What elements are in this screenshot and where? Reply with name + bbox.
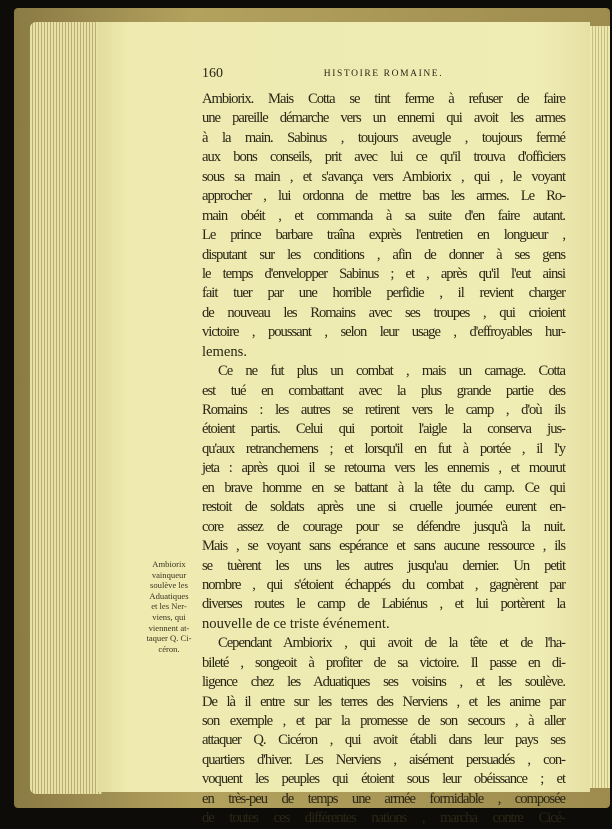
text-line: étoient partis. Celui qui portoit l'aigle la conserva jus- [202, 421, 565, 438]
text-line: restoit de soldats après une si cruelle journée eurent en- [202, 499, 565, 516]
margin-note [138, 559, 200, 654]
text-line: quartiers d'hiver. Les Nerviens , aisément persuadés , con- [202, 751, 565, 768]
text-line: nouvelle de ce triste événement. [202, 615, 390, 632]
text-line: core assez de courage pour se défendre jusqu'à la nuit. [202, 518, 565, 535]
margin-note-line: céron. [158, 643, 180, 654]
margin-note-line: viennent at- [148, 622, 190, 633]
page-header [202, 66, 565, 84]
text-line: victoire , poussant , selon leur usage , d'effroyables hur- [202, 324, 565, 341]
text-line: sous sa main , et s'avança vers Ambiorix , qui , le voyant [202, 168, 565, 185]
margin-note-line: soulève les [150, 580, 188, 591]
text-line: lemens. [202, 343, 247, 360]
margin-note-line: Ambiorix [152, 559, 186, 569]
page-number: 160 [202, 66, 223, 81]
margin-note-line: vainqueur [151, 569, 187, 580]
text-line: en très-peu de temps une armée formidable , composée [202, 790, 565, 807]
text-line: De là il entre sur les terres des Nerviens , et les anime par [202, 693, 565, 710]
margin-note-line: Aduatiques [149, 590, 189, 601]
text-line: le temps d'envelopper Sabinus ; et , après qu'il l'eut ainsi [202, 265, 565, 282]
text-line: qu'aux retranchemens ; et lorsqu'il en fut à portée , il l'y [202, 440, 565, 457]
text-line: fait tuer par une horrible perfidie , il revient charger [202, 285, 565, 302]
text-line: jeta : après quoi il se retourna vers les ennemis , et mourut [202, 460, 565, 477]
text-line: se tuèrent les uns les autres jusqu'au dernier. Un petit [202, 557, 565, 574]
text-line: est tué en combattant avec la plus grande partie des [202, 382, 565, 399]
text-line: Romains : les autres se retirent vers le camp , d'où ils [202, 402, 565, 418]
text-line: son exemple , et par la promesse de son secours , à aller [202, 713, 565, 729]
text-line: une pareille démarche vers un ennemi qui avoit les armes [202, 110, 565, 127]
text-line: Ambiorix. Mais Cotta se tint ferme à refuser de faire [202, 91, 565, 107]
text-line: Cependant Ambiorix , qui avoit de la tête et de l'ha- [218, 635, 565, 652]
text-line: aux bons conseils, prit avec lui ce qu'il trouva d'officiers [202, 149, 565, 166]
text-line: ligence chez les Aduatiques ses voisins , et les soulève. [202, 674, 565, 691]
text-line: nombre , qui s'étoient échappés du combat , gagnèrent par [202, 576, 565, 593]
margin-note-line: taquer Q. Ci- [146, 633, 192, 644]
text-line: main obéit , et commanda à sa suite d'en faire autant. [202, 207, 565, 224]
margin-note-line: viens, qui [152, 611, 186, 622]
text-line: voquent les peuples qui étoient sous leur obéissance ; et [202, 771, 565, 788]
text-line: Ce ne fut plus un combat , mais un carnage. Cotta [218, 363, 565, 380]
text-line: Mais , se voyant sans espérance et sans aucune ressource , ils [202, 538, 565, 555]
text-line: à la main. Sabinus , toujours aveugle , toujours fermé [202, 129, 565, 146]
margin-note-line: et les Ner- [151, 601, 187, 612]
text-line: approcher , lui ordonna de mettre bas les armes. Le Ro- [202, 188, 565, 205]
right-page-edges [590, 26, 610, 788]
text-line: de toutes ces différentes nations , marcha contre Cicé- [202, 810, 565, 827]
text-line: diverses routes le camp de Labiénus , et lui portèrent la [202, 596, 565, 613]
body-text [202, 90, 565, 829]
text-line: en brave homme en se battant à la tête du camp. Ce qui [202, 479, 565, 496]
text-line: de nouveau les Romains avec ses troupes , qui crioient [202, 304, 565, 321]
text-line: bileté , songeoit à profiter de sa victoire. Il passe en di- [202, 654, 565, 671]
left-page-stack [30, 22, 102, 794]
text-line: Le prince barbare traîna exprès l'entretien en longueur , [202, 227, 565, 244]
text-line: disputant sur les conditions , afin de donner à ses gens [202, 246, 565, 263]
text-line: attaquer Q. Cicéron , qui avoit établi dans leur pays ses [202, 732, 565, 749]
running-head: HISTOIRE ROMAINE. [323, 69, 444, 79]
